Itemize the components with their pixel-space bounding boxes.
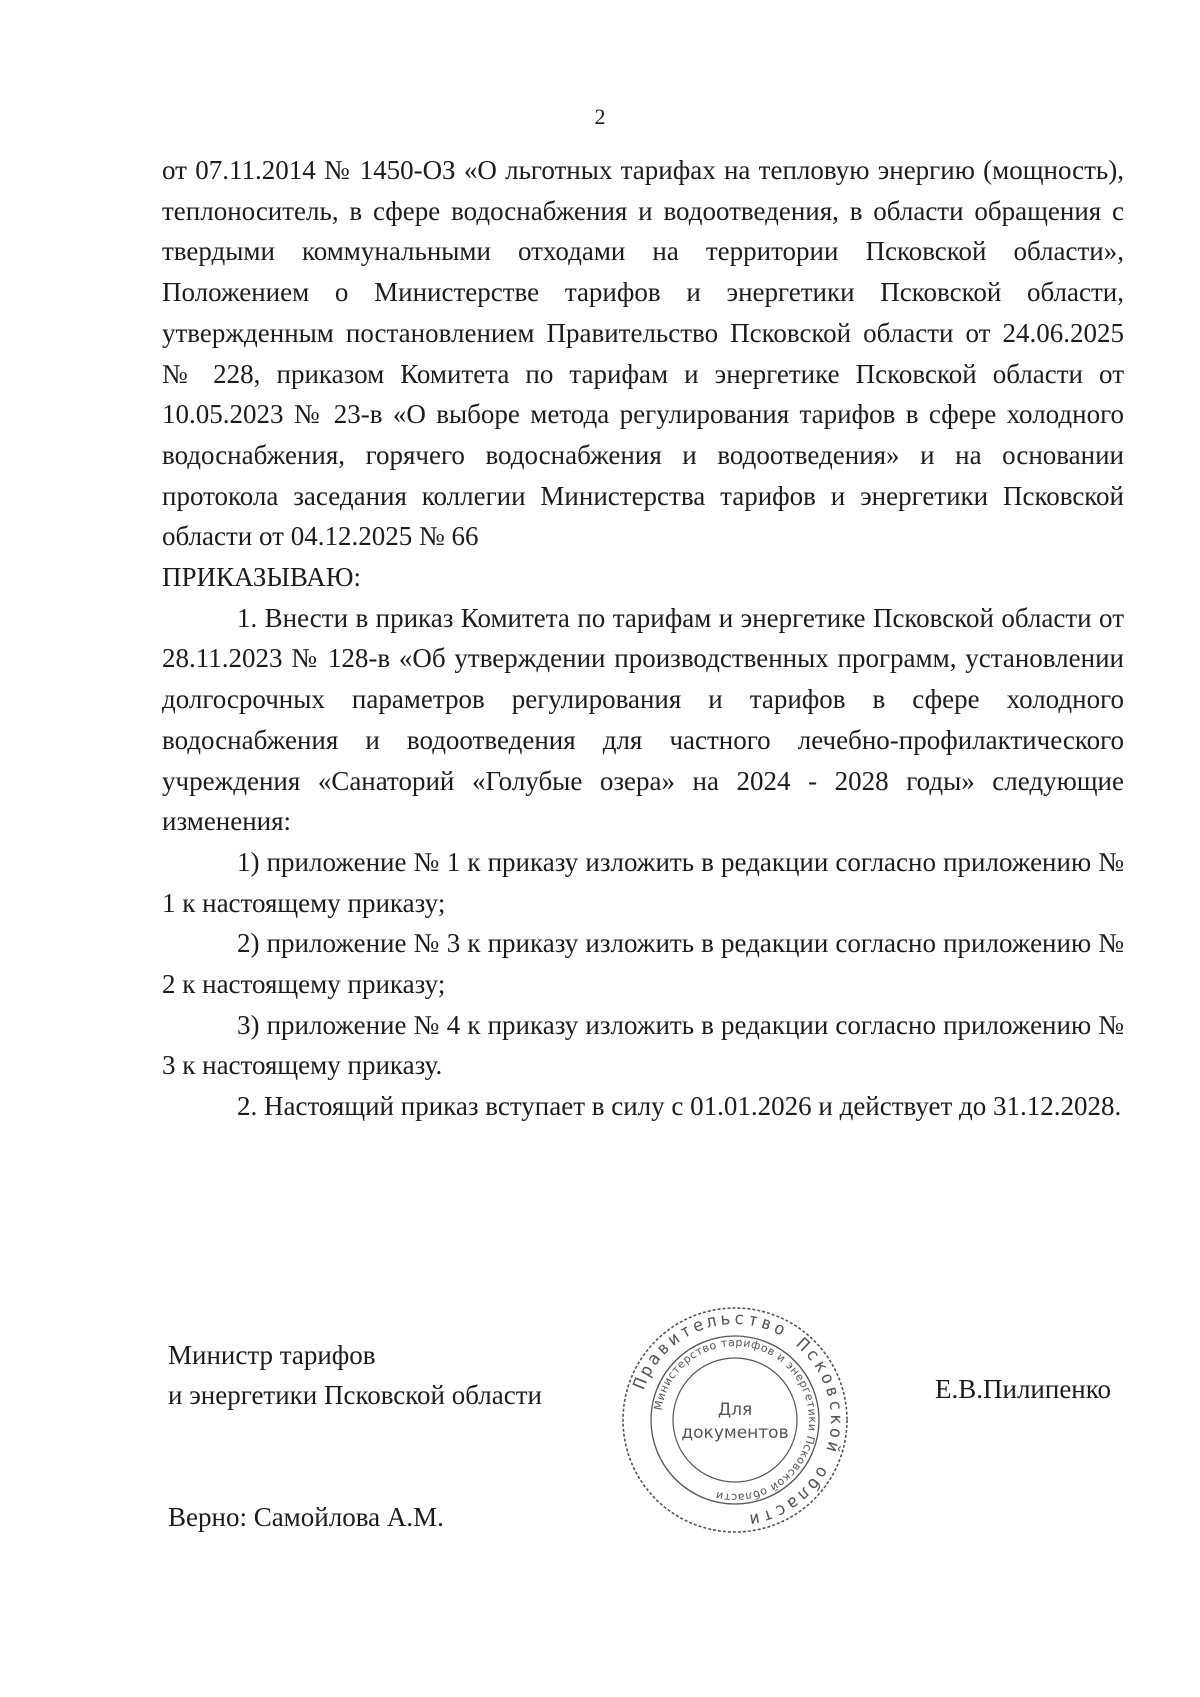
page-number: 2 (594, 104, 606, 129)
preamble-paragraph: от 07.11.2014 № 1450-ОЗ «О льготных тарифах на тепловую энергию (мощность), теплоноситель, в сфере водоснабжения и водоотведения, в области обращения с твердыми коммунальными отходами на территории Псковской области», Положением о Министерстве тарифов и энергетики Псковской области, утвержденным постановлением Правительство Псковской области от 24.06.2025 № 228, приказом Комитета по тарифам и энергетике Псковской области от 10.05.2023 № 23-в «О выборе метода регулирования тарифов в сфере холодного водоснабжения, горячего водоснабжения и водоотведения» и на основании протокола заседания коллегии Министерства тарифов и энергетики Псковской области от 04.12.2025 № 66 (162, 155, 1124, 552)
document-body (162, 150, 1124, 1127)
order-word: ПРИКАЗЫВАЮ: (162, 562, 361, 593)
signer-name: Е.В.Пилипенко (935, 1374, 1112, 1404)
seal-center-line-2: документов (681, 1423, 789, 1443)
order-item-1: 1. Внести в приказ Комитета по тарифам и энергетике Псковской области от 28.11.2023 № 128-в «Об утверждении производственных программ, установлении долгосрочных параметров регулирования и тарифов в сфере холодного водоснабжения и водоотведения для частного лечебно-профилактического учреждения «Санаторий «Голубые озера» на 2024 - 2028 годы» следующие изменения: (162, 602, 1124, 837)
signature-title-line-1: Министр тарифов (168, 1340, 376, 1370)
official-seal (620, 1305, 850, 1535)
seal-outer-text: Правительство Псковской области (629, 1308, 847, 1531)
order-subitem-2: 2) приложение № 3 к приказу изложить в редакции согласно приложению № 2 к настоящему приказу; (162, 928, 1124, 1000)
signature-title (168, 1335, 542, 1415)
seal-inner-text: Министерство тарифов и энергетики Псковской области (651, 1335, 820, 1505)
seal-center-line-1: Для (717, 1400, 753, 1420)
verified-line: Верно: Самойлова А.М. (168, 1502, 444, 1532)
order-subitem-3: 3) приложение № 4 к приказу изложить в редакции согласно приложению № 3 к настоящему приказу. (162, 1009, 1124, 1081)
signature-title-line-2: и энергетики Псковской области (168, 1380, 542, 1410)
order-subitem-1: 1) приложение № 1 к приказу изложить в редакции согласно приложению № 1 к настоящему приказу; (162, 846, 1124, 918)
seal-inner-ring (673, 1358, 797, 1482)
order-item-2: 2. Настоящий приказ вступает в силу с 01.01.2026 и действует до 31.12.2028. (237, 1091, 1122, 1122)
